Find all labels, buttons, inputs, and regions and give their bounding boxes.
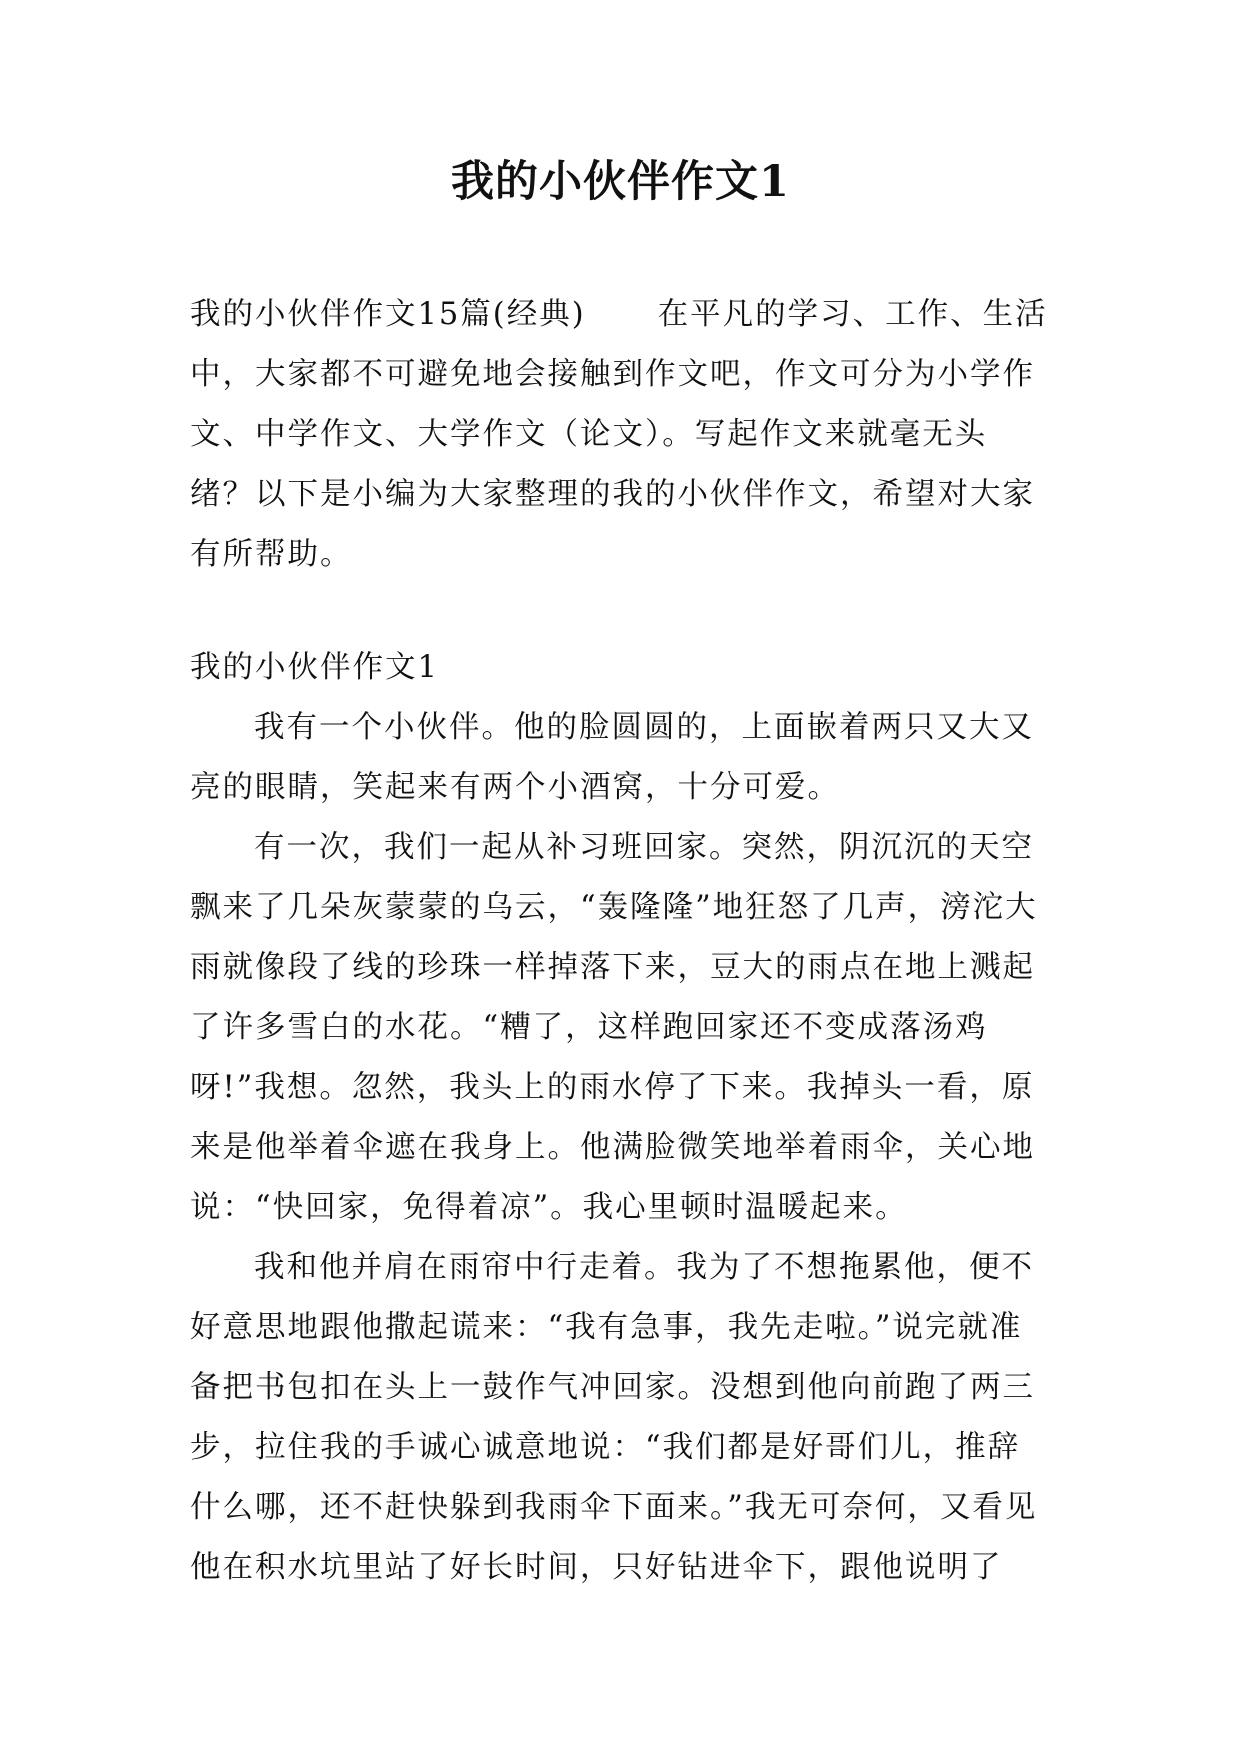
story-paragraph-3: 我和他并肩在雨帘中行走着。我为了不想拖累他，便不好意思地跟他撒起谎来：“我有急事，我先走啦。”说完就准备把书包扣在头上一鼓作气冲回家。没想到他向前跑了两三步，拉住我的手诚心诚意地说：“我们都是好哥们儿，推辞什么哪，还不赶快躲到我雨伞下面来。”我无可奈何，又看见他在积水坑里站了好长时间，只好钻进伞下，跟他说明了 <box>190 1250 1038 1585</box>
intro-text: 在平凡的学习、工作、生活中，大家都不可避免地会接触到作文吧，作文可分为小学作文、中学作文、大学作文（论文）。写起作文来就毫无头绪？以下是小编为大家整理的我的小伙伴作文，希望对大家有所帮助。 <box>190 297 1048 572</box>
story-body <box>190 698 1052 1598</box>
document-title: 我的小伙伴作文1 <box>451 157 790 207</box>
intro-heading: 我的小伙伴作文15篇(经典) <box>190 297 586 332</box>
section-heading: 我的小伙伴作文1 <box>190 650 439 685</box>
story-paragraph-2: 有一次，我们一起从补习班回家。突然，阴沉沉的天空飘来了几朵灰蒙蒙的乌云，“轰隆隆”地狂怒了几声，滂沱大雨就像段了线的珍珠一样掉落下来，豆大的雨点在地上溅起了许多雪白的水花。“糟了，这样跑回家还不变成落汤鸡呀!”我想。忽然，我头上的雨水停了下来。我掉头一看，原来是他举着伞遮在我身上。他满脸微笑地举着雨伞，关心地说：“快回家，免得着凉”。我心里顿时温暖起来。 <box>190 830 1038 1225</box>
story-paragraph-1: 我有一个小伙伴。他的脸圆圆的，上面嵌着两只又大又亮的眼睛，笑起来有两个小酒窝，十分可爱。 <box>190 710 1034 805</box>
intro-paragraph <box>190 285 1052 585</box>
